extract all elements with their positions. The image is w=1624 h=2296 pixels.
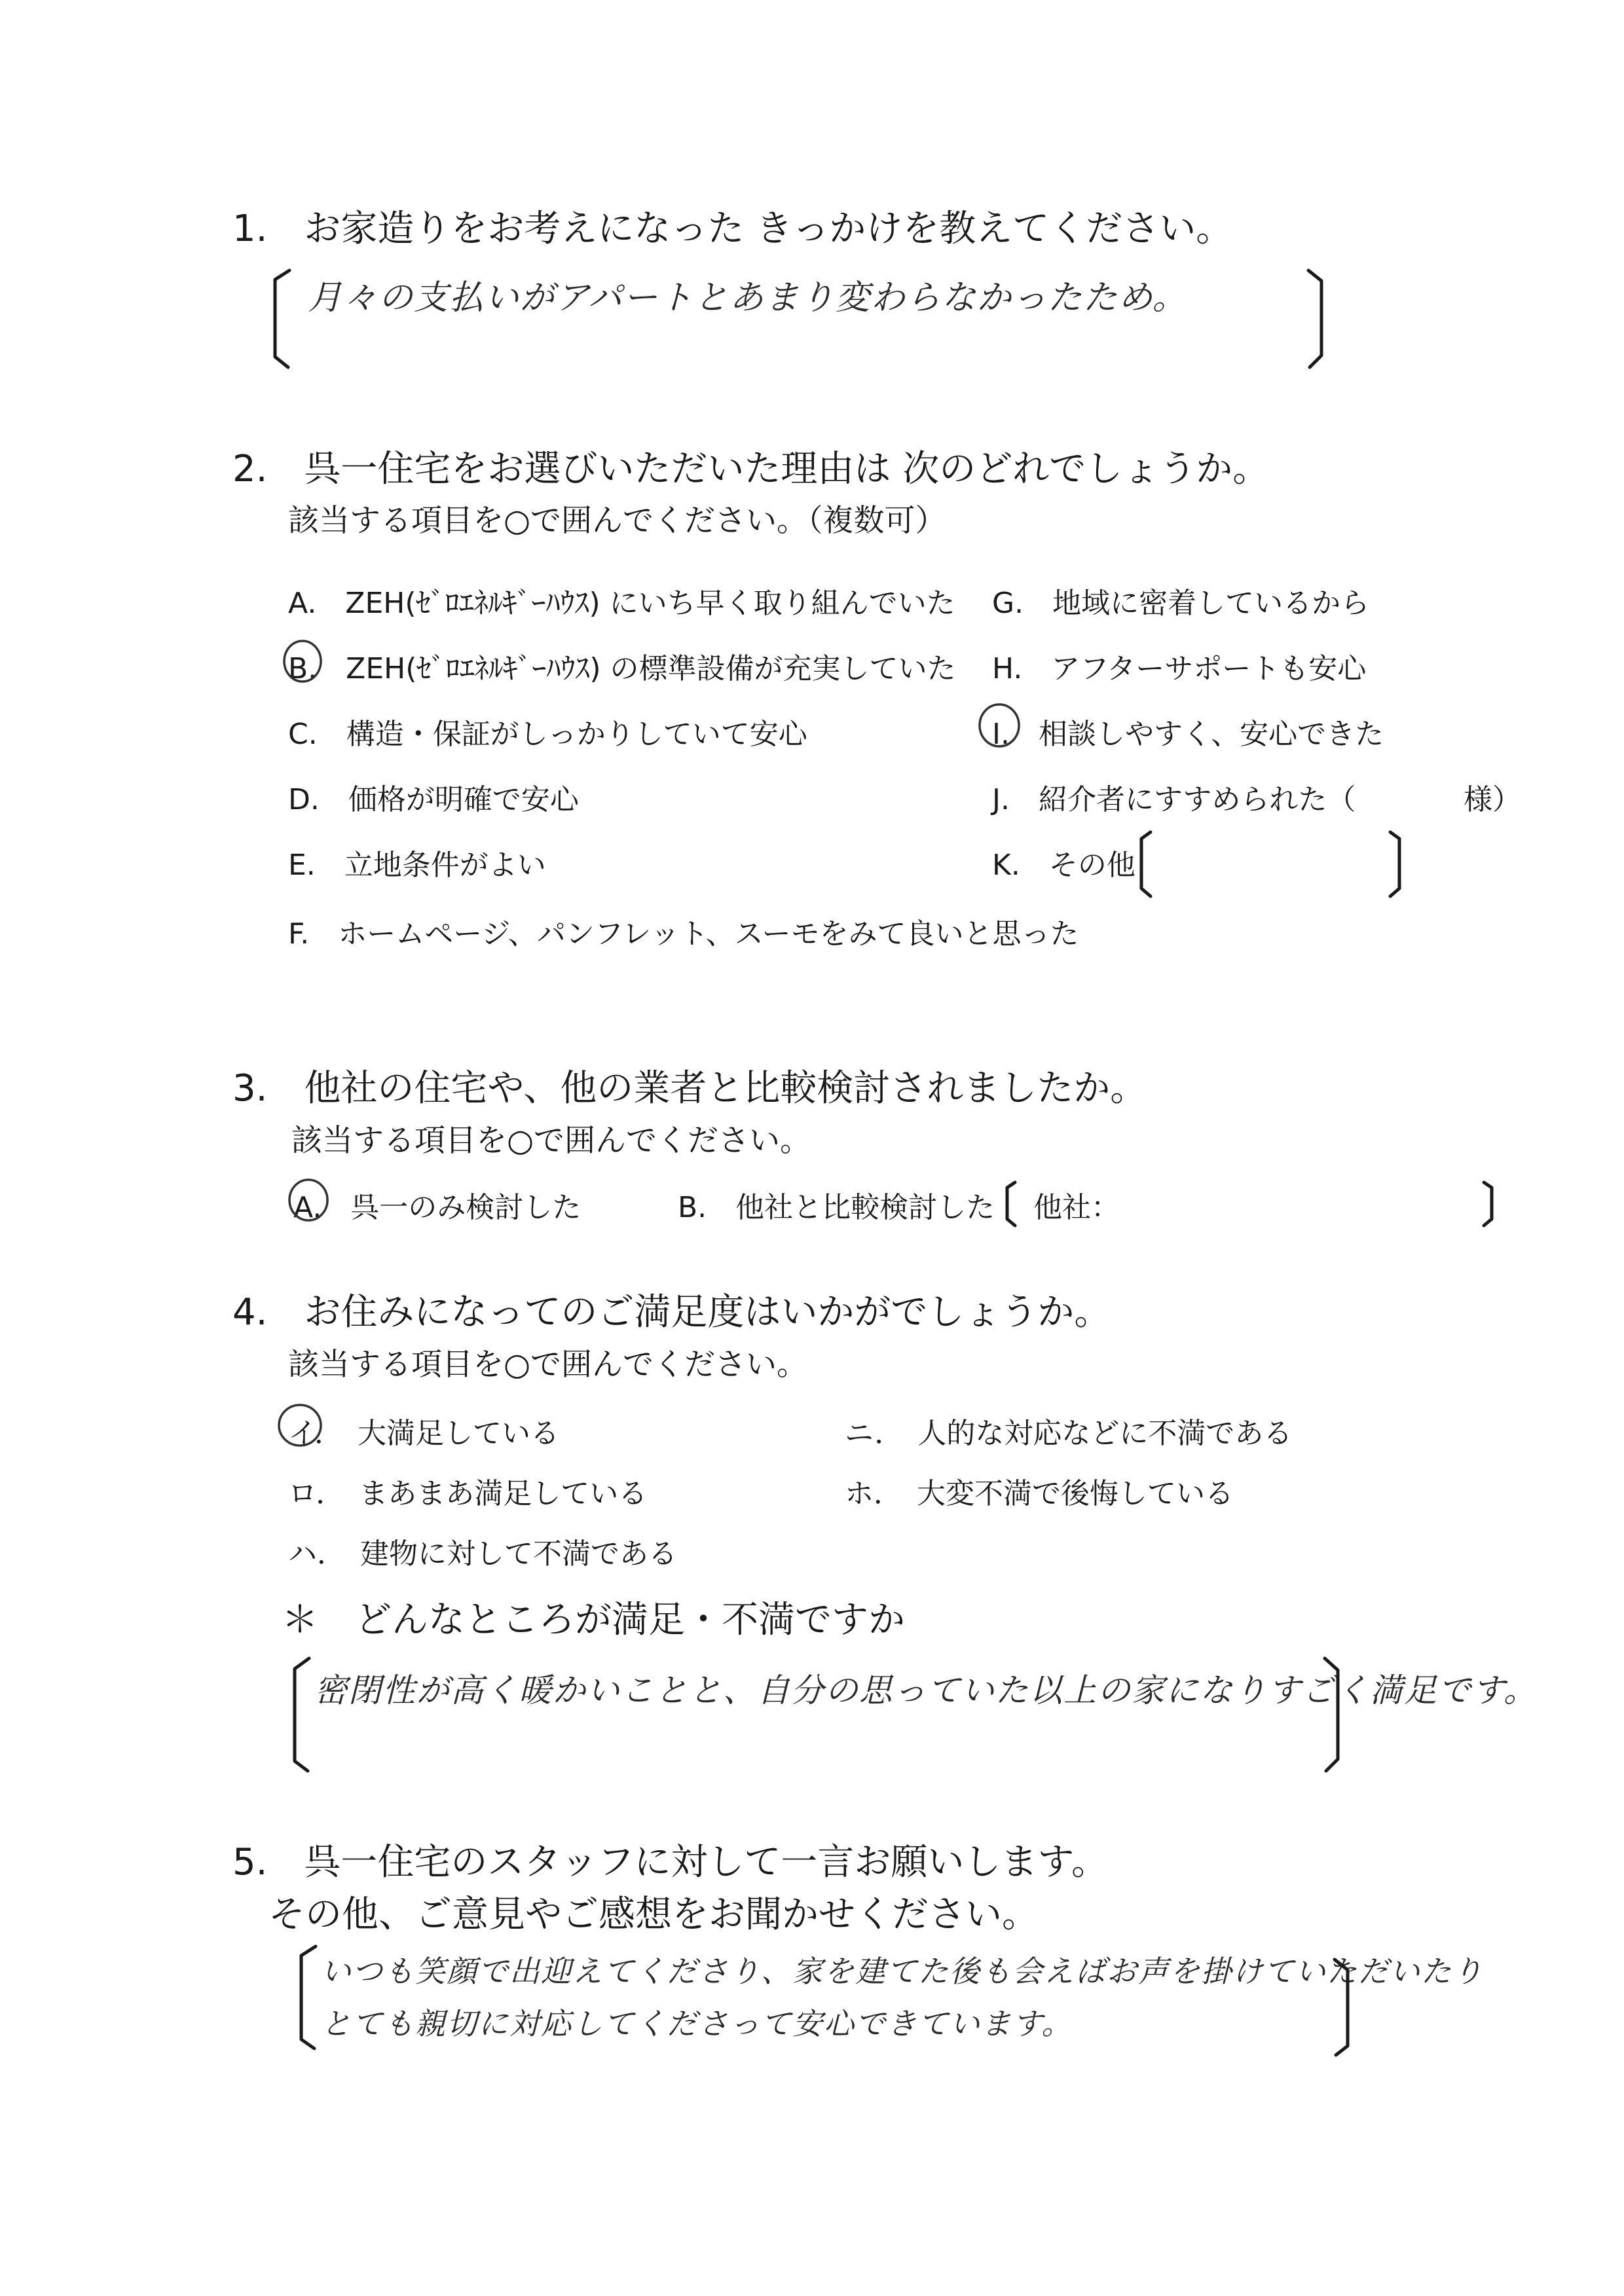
q2-note: 該当する項目を○で囲んでください。（複数可） <box>288 503 946 539</box>
q2-option-k: K. その他 <box>992 848 1135 882</box>
q2-option-k-right-bracket <box>1385 828 1405 900</box>
q4-answer-left-bracket <box>288 1653 314 1774</box>
q2-option-f: F. ホームページ、パンフレット、スーモをみて良いと思った <box>288 917 1079 951</box>
q5-answer-right-bracket <box>1329 1954 1356 2059</box>
q3-option-b: B. 他社と比較検討した <box>678 1191 995 1224</box>
q2-option-a: A. ZEH(ｾﾞﾛｴﾈﾙｷﾞｰﾊｳｽ) にいち早く取り組んでいた <box>288 587 955 620</box>
q4-option-ni: ニ． 人的な対応などに不満である <box>845 1417 1293 1450</box>
q1-answer-left-bracket <box>268 265 295 370</box>
q4-answer-text: 密閉性が高く暖かいことと、自分の思っていた以上の家になりすごく満足です。 <box>314 1671 1538 1709</box>
q5-title: 5. 呉一住宅のスタッフに対して一言お願いします。 <box>232 1841 1108 1884</box>
q3-note: 該当する項目を○で囲んでください。 <box>291 1123 811 1159</box>
q1-answer-right-bracket <box>1303 265 1329 370</box>
q2-option-b: B. ZEH(ｾﾞﾛｴﾈﾙｷﾞｰﾊｳｽ) の標準設備が充実していた <box>288 652 956 685</box>
q2-option-b-selected-circle <box>280 636 326 686</box>
q3-option-a: A. 呉一のみ検討した <box>293 1191 581 1224</box>
q2-option-g: G. 地域に密着しているから <box>992 587 1370 620</box>
q2-option-i-selected-circle <box>974 699 1025 752</box>
q5-note: その他、ご意見やご感想をお聞かせください。 <box>268 1893 1039 1936</box>
q3-other-label: 他社： <box>1033 1191 1120 1224</box>
q3-title: 3. 他社の住宅や、他の業者と比較検討されましたか。 <box>232 1067 1147 1110</box>
q4-option-i: イ． 大満足している <box>288 1417 560 1450</box>
q4-option-ro: ロ． まあまあ満足している <box>288 1477 648 1510</box>
q2-title: 2. 呉一住宅をお選びいただいた理由は 次のどれでしょうか。 <box>232 448 1270 490</box>
q2-option-k-left-bracket <box>1136 828 1156 900</box>
q1-title: 1. お家造りをお考えになった きっかけを教えてください。 <box>232 208 1233 250</box>
q2-option-h: H. アフターサポートも安心 <box>992 652 1367 685</box>
q2-option-j-suffix: 様） <box>1464 783 1521 816</box>
q4-sub-question: ＊ どんなところが満足・不満ですか <box>282 1599 905 1641</box>
q4-option-ho: ホ． 大変不満で後悔している <box>845 1477 1234 1510</box>
q3-other-left-bracket <box>1002 1178 1019 1231</box>
q2-option-c: C. 構造・保証がしっかりしていて安心 <box>288 718 807 751</box>
q5-answer-line-2: とても親切に対応してくださって安心できています。 <box>321 2006 1073 2041</box>
q2-option-d: D. 価格が明確で安心 <box>288 783 579 816</box>
q4-option-ha: ハ． 建物に対して不満である <box>288 1537 677 1571</box>
q4-note: 該当する項目を○で囲んでください。 <box>288 1347 808 1383</box>
q1-answer-text: 月々の支払いがアパートとあまり変わらなかったため。 <box>308 278 1188 318</box>
q4-option-i-selected-circle <box>274 1400 326 1451</box>
q5-answer-left-bracket <box>295 1941 321 2052</box>
q3-option-a-selected-circle <box>286 1175 333 1225</box>
q2-option-j: J. 紹介者にすすめられた（ <box>992 783 1356 816</box>
q2-option-i: I. 相談しやすく、安心できた <box>992 718 1384 751</box>
q3-other-right-bracket <box>1480 1178 1497 1231</box>
q5-answer-line-1: いつも笑顔で出迎えてくださり、家を建てた後も会えばお声を掛けていただいたり <box>321 1954 1484 1989</box>
q4-title: 4. お住みになってのご満足度はいかがでしょうか。 <box>232 1291 1111 1334</box>
q4-answer-right-bracket <box>1320 1653 1346 1774</box>
q2-option-e: E. 立地条件がよい <box>288 848 546 882</box>
